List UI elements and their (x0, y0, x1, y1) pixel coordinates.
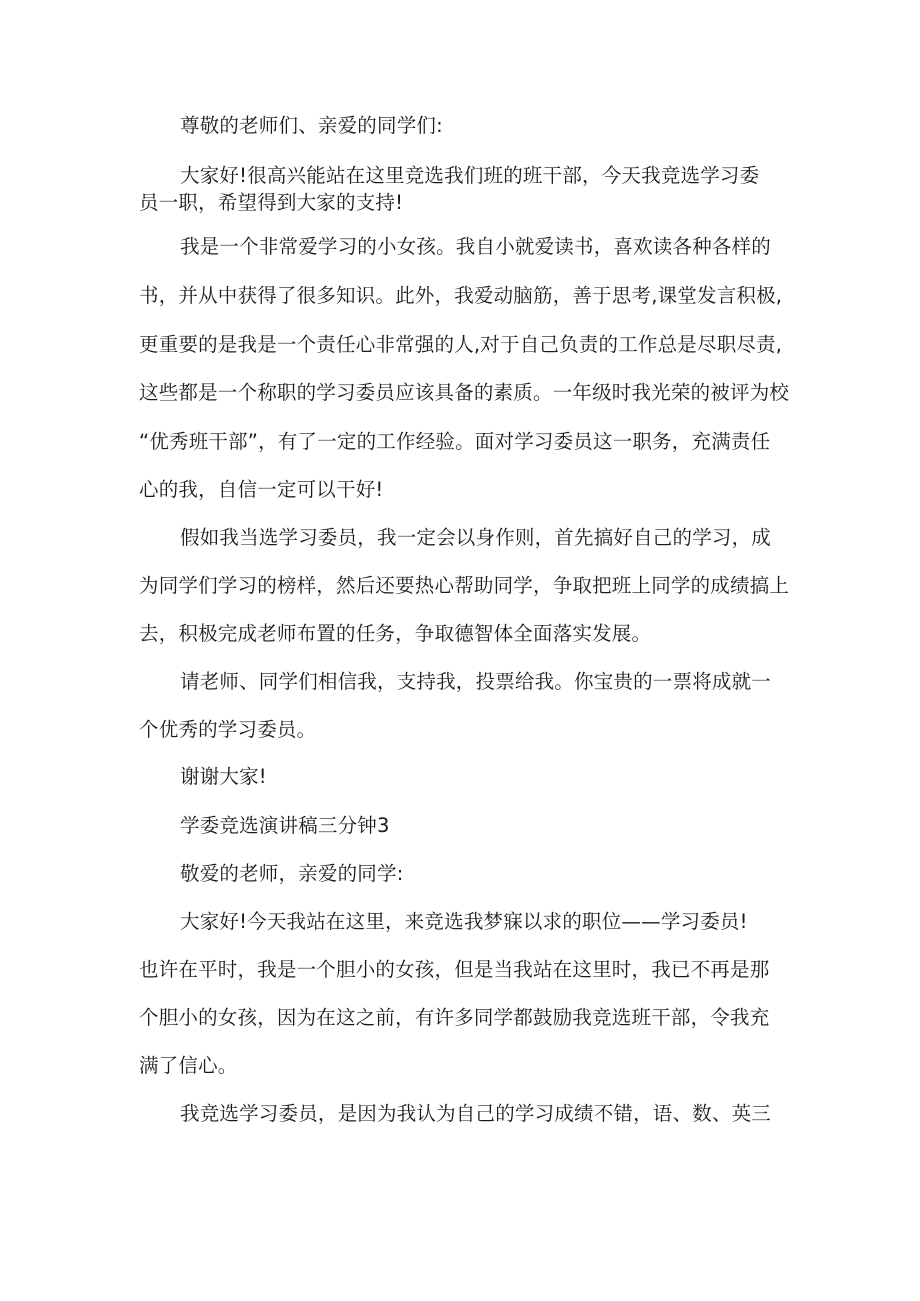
paragraph-1-line-2: 书，并从中获得了很多知识。此外，我爱动脑筋，善于思考,课堂发言积极, (139, 284, 783, 307)
paragraph-2-line-1: 假如我当选学习委员，我一定会以身作则，首先搞好自己的学习，成 (180, 526, 772, 549)
paragraph-5-line-1: 我竞选学习委员，是因为我认为自己的学习成绩不错，语、数、英三 (180, 1102, 772, 1125)
greeting-line-1: 大家好!很高兴能站在这里竞选我们班的班干部，今天我竞选学习委 (180, 164, 760, 187)
section-title: 学委竞选演讲稿三分钟3 (180, 814, 390, 837)
paragraph-4-line-4: 满了信心。 (139, 1054, 238, 1077)
closing-thanks: 谢谢大家! (180, 765, 267, 788)
salutation-line: 尊敬的老师们、亲爱的同学们: (180, 114, 443, 137)
greeting-line-2: 员一职，希望得到大家的支持! (139, 191, 404, 214)
paragraph-2-line-3: 去，积极完成老师布置的任务，争取德智体全面落实发展。 (139, 622, 652, 645)
paragraph-1-line-5: “优秀班干部”，有了一定的工作经验。面对学习委员这一职务，充满责任 (139, 430, 771, 453)
paragraph-4-line-3: 个胆小的女孩，因为在这之前，有许多同学都鼓励我竞选班干部，令我充 (139, 1006, 770, 1029)
salutation-line-2: 敬爱的老师，亲爱的同学: (180, 862, 404, 885)
paragraph-4-line-2: 也许在平时，我是一个胆小的女孩，但是当我站在这里时，我已不再是那 (139, 958, 770, 981)
paragraph-1-line-3: 更重要的是我是一个责任心非常强的人,对于自己负责的工作总是尽职尽责, (139, 333, 783, 356)
paragraph-4-line-1: 大家好!今天我站在这里，来竞选我梦寐以求的职位——学习委员! (180, 910, 748, 933)
paragraph-3-line-1: 请老师、同学们相信我，支持我，投票给我。你宝贵的一票将成就一 (180, 670, 772, 693)
paragraph-1-line-1: 我是一个非常爱学习的小女孩。我自小就爱读书，喜欢读各种各样的 (180, 235, 772, 258)
paragraph-3-line-2: 个优秀的学习委员。 (139, 718, 317, 741)
paragraph-1-line-4: 这些都是一个称职的学习委员应该具备的素质。一年级时我光荣的被评为校 (139, 381, 790, 404)
paragraph-1-line-6: 心的我，自信一定可以干好! (139, 478, 384, 501)
paragraph-2-line-2: 为同学们学习的榜样，然后还要热心帮助同学，争取把班上同学的成绩搞上 (139, 574, 790, 597)
